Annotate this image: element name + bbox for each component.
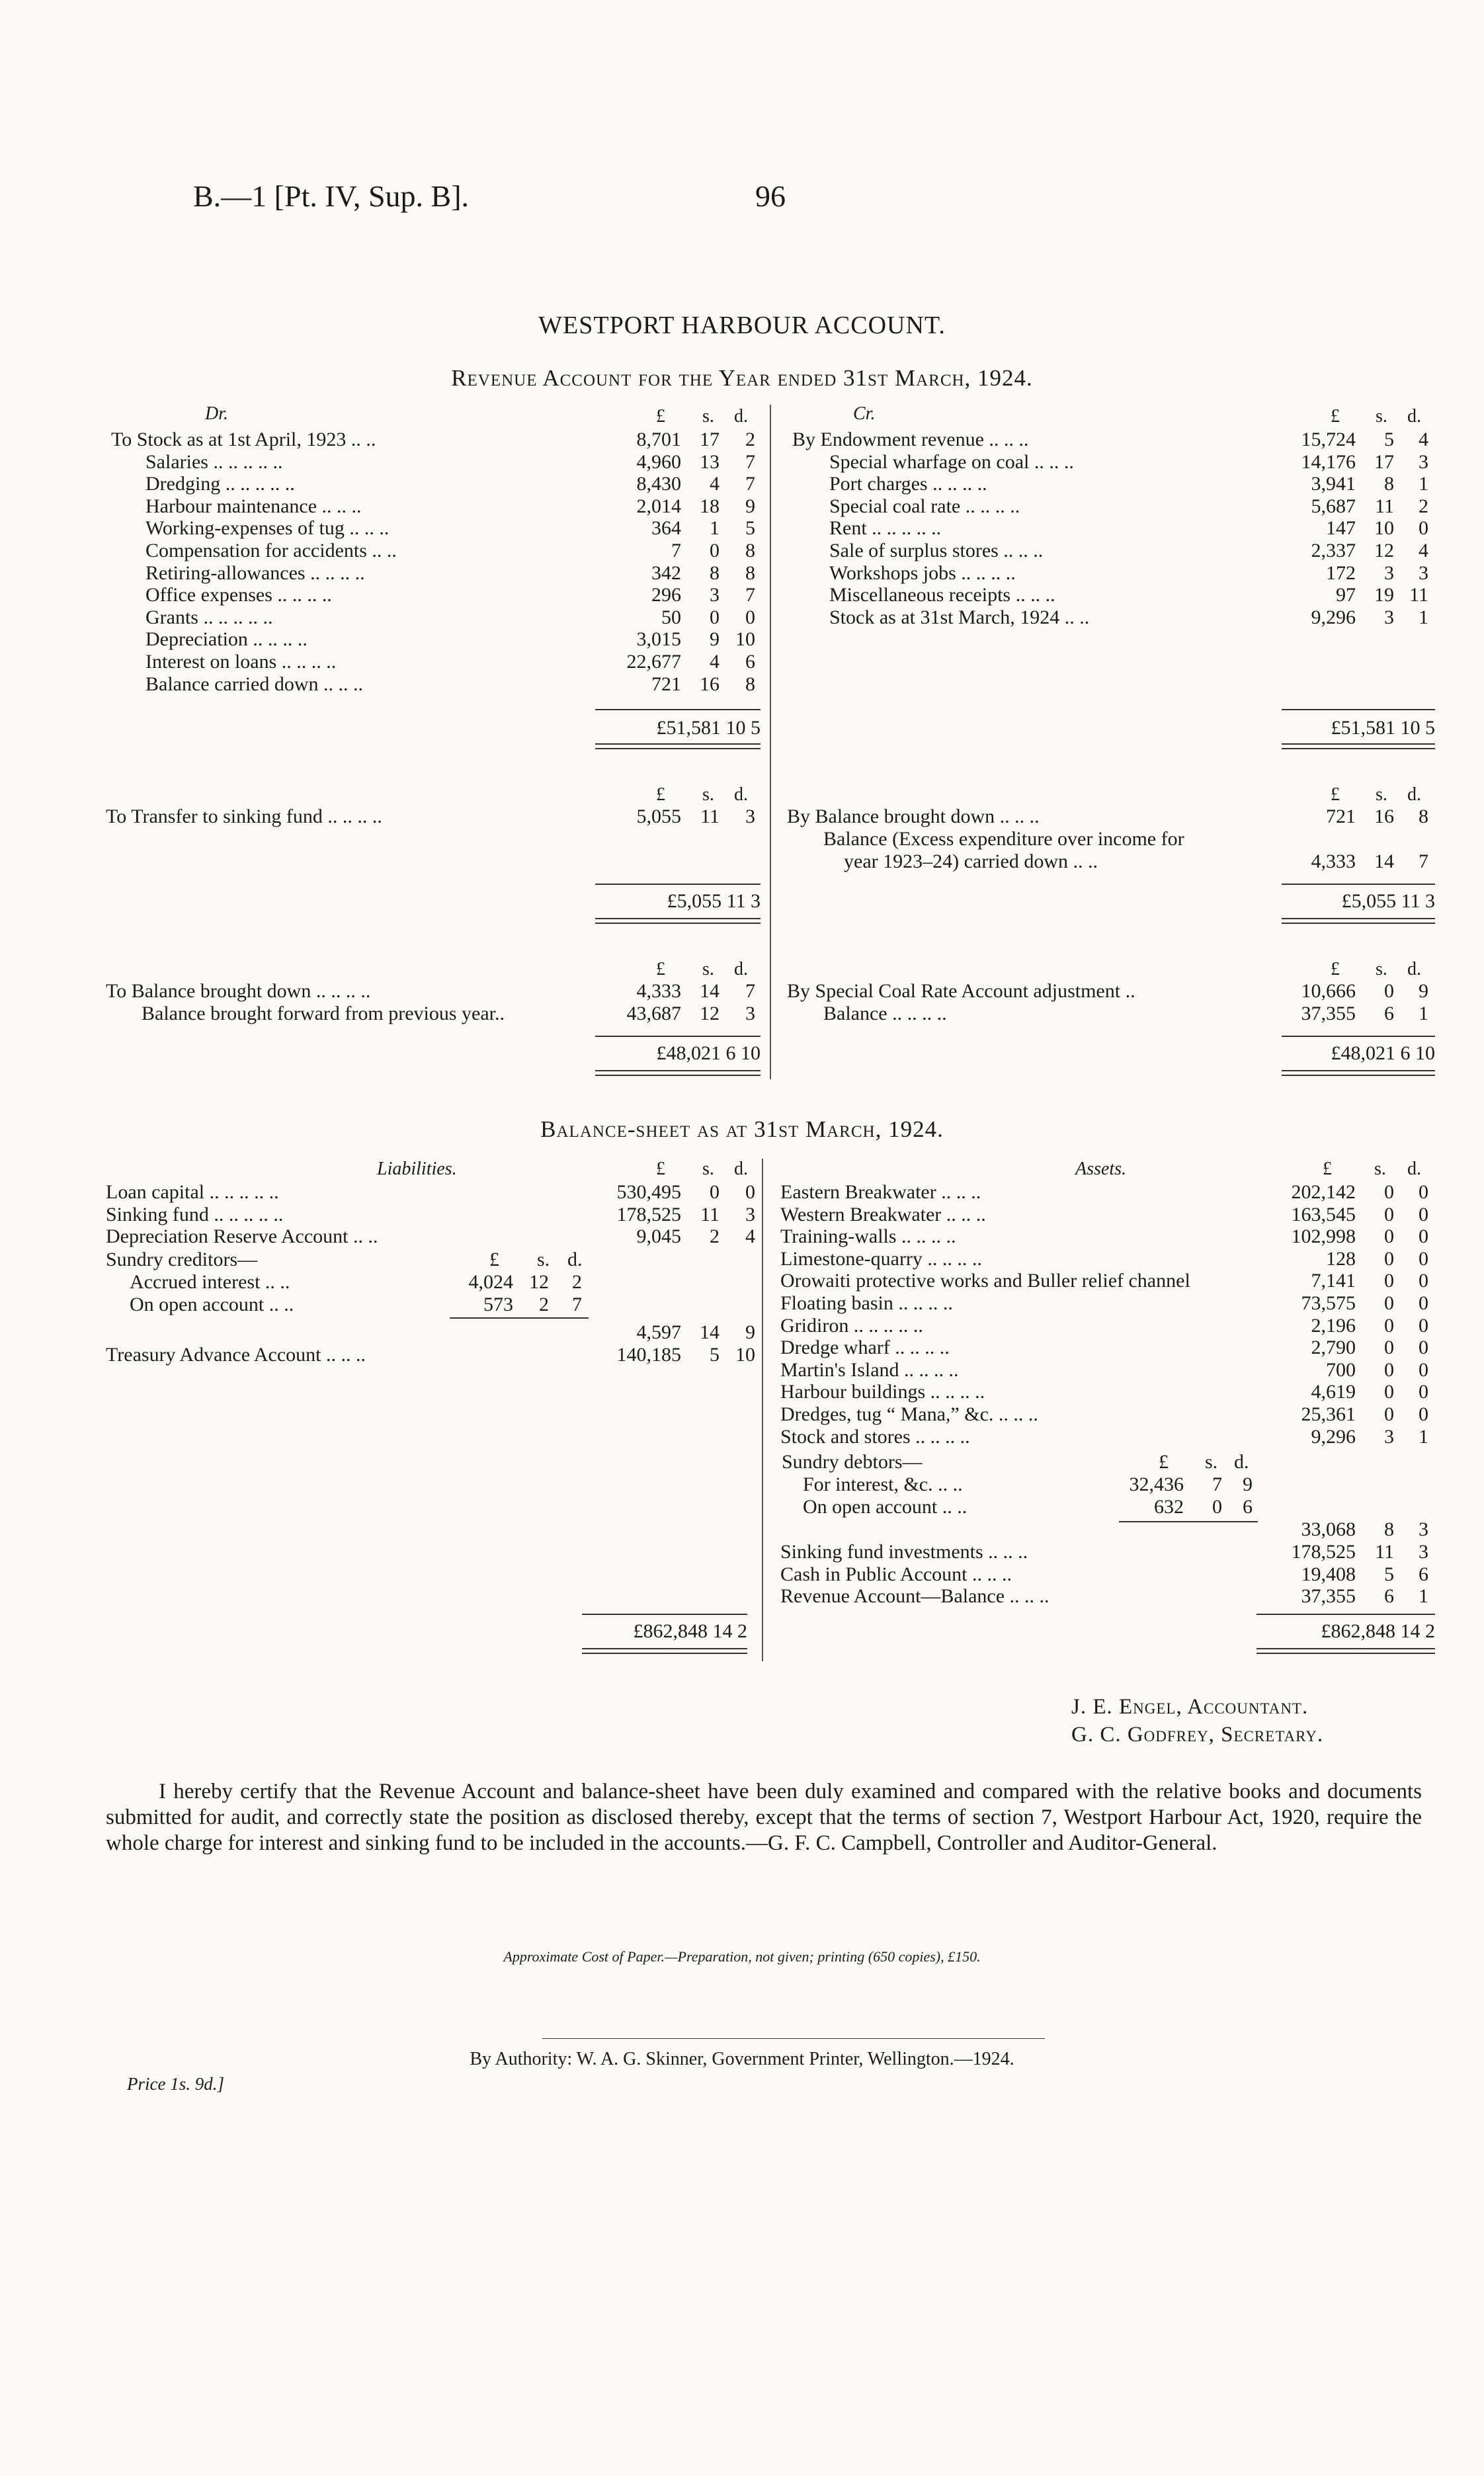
cr-total-1: £51,581 10 5 <box>1331 717 1435 739</box>
sundry-creditors-row: Sundry creditors— £ s. d. <box>106 1249 583 1270</box>
asset-item: Martin's Island .. .. .. .. 700 0 0 <box>780 1358 1428 1381</box>
page-number: 96 <box>755 179 786 213</box>
cr-rule-1 <box>1282 709 1435 710</box>
dr-currency-head: £ s. d. £ s. d. <box>656 406 1421 427</box>
cr-item: Workshops jobs .. .. .. .. 172 3 3 <box>829 561 1428 584</box>
balance-sheet-title: Balance-sheet as at 31st March, 1924. <box>540 1116 944 1142</box>
dr-double-rule-1 <box>595 743 761 749</box>
cr-double-rule-1 <box>1282 743 1435 749</box>
footer-rule <box>542 2038 1045 2039</box>
dr-item: Retiring-allowances .. .. .. .. 342 8 8 <box>145 561 755 584</box>
liab-total-rule <box>582 1614 747 1615</box>
cr-item: Port charges .. .. .. .. 3,941 8 1 <box>829 473 1428 495</box>
block2-cr-rule <box>1282 884 1435 885</box>
revenue-account-title: Revenue Account for the Year ended 31st March, 1924. <box>451 365 1033 391</box>
block2-dr-double <box>595 918 761 924</box>
audit-certificate: I hereby certify that the Revenue Account and balance-sheet have been duly examined and compared with the relative books and documents submitted for audit, and correctly state the position as disclosed thereby, except that the terms of section 7, Westport Harbour Act, 1920, require the whole charge for interest and sinking fund to be included in the accounts.—G. F. C. Campbell, Controller and Auditor-General. <box>106 1780 1422 1855</box>
block2-cr-row-2: Balance (Excess expenditure over income for <box>823 828 1184 850</box>
dr-item: Office expenses .. .. .. .. 296 3 7 <box>145 584 755 606</box>
creditor-item: On open account .. .. 573 2 7 <box>130 1293 582 1315</box>
block3-dr-double <box>595 1070 761 1076</box>
dr-item: To Stock as at 1st April, 1923 .. .. 8,701 17 2 <box>111 429 755 450</box>
dr-item: Salaries .. .. .. .. .. 4,960 13 7 <box>145 450 755 473</box>
cr-item: Special wharfage on coal .. .. .. 14,176 17 3 <box>829 450 1428 473</box>
block2-cr-total: £5,055 11 3 <box>1341 890 1435 912</box>
asset-total-rule <box>1257 1614 1435 1615</box>
block3-dr-total: £48,021 6 10 <box>656 1042 761 1064</box>
dr-item: Depreciation .. .. .. .. 3,015 9 10 <box>145 628 755 651</box>
liability-item: Loan capital .. .. .. .. .. 530,495 0 0 <box>106 1181 755 1203</box>
block3-cr-row-1: By Special Coal Rate Account adjustment .. 10,666 0 9 <box>787 980 1428 1002</box>
liabilities-label: Liabilities. <box>377 1159 457 1179</box>
dr-item: Grants .. .. .. .. .. 50 0 0 <box>145 606 755 628</box>
asset-item: Orowaiti protective works and Buller relief channel 7,141 0 0 <box>780 1270 1428 1292</box>
cr-item: Special coal rate .. .. .. .. 5,687 11 2 <box>829 495 1428 517</box>
price: Price 1s. 9d.] <box>127 2074 224 2094</box>
treasury-row: Treasury Advance Account .. .. .. 140,185 5 10 <box>106 1344 755 1366</box>
asset-item: Training-walls .. .. .. .. 102,998 0 0 <box>780 1225 1428 1248</box>
cost-note: Approximate Cost of Paper.—Preparation, not given; printing (650 copies), £150. <box>503 1948 981 1965</box>
block2-cr-row-3: year 1923–24) carried down .. .. 4,333 14 7 <box>844 850 1428 872</box>
dr-item: Compensation for accidents .. .. 7 0 8 <box>145 540 755 561</box>
dr-item: Working-expenses of tug .. .. .. 364 1 5 <box>145 517 755 540</box>
asset-item: Revenue Account—Balance .. .. .. 37,355 6 1 <box>780 1585 1428 1608</box>
asset-item: Limestone-quarry .. .. .. .. 128 0 0 <box>780 1247 1428 1270</box>
debtor-item: On open account .. .. 632 0 6 <box>803 1495 1253 1518</box>
creditors-rule <box>450 1317 589 1319</box>
debtor-item: For interest, &c. .. .. 32,436 7 9 <box>803 1473 1253 1495</box>
asset-item: Floating basin .. .. .. .. 73,575 0 0 <box>780 1292 1428 1314</box>
block3-cr-rule <box>1282 1036 1435 1037</box>
cr-item: Miscellaneous receipts .. .. .. 97 19 11 <box>829 584 1428 606</box>
liability-item: Sinking fund .. .. .. .. .. 178,525 11 3 <box>106 1203 755 1225</box>
asset-total-double <box>1257 1648 1435 1654</box>
block3-cr-double <box>1282 1070 1435 1076</box>
document-reference: B.—1 [Pt. IV, Sup. B]. <box>193 179 470 213</box>
dr-item: Dredging .. .. .. .. .. 8,430 4 7 <box>145 473 755 495</box>
signature-accountant: J. E. Engel, Accountant. <box>1071 1695 1309 1719</box>
block2-cr-double <box>1282 918 1435 924</box>
balance-divider <box>762 1159 763 1661</box>
balance-currency-head: £ s. d. £ s. d. <box>656 1159 1421 1179</box>
block2-dr-rule <box>595 884 761 885</box>
debtors-subtotal: 33,068 8 3 <box>1301 1518 1428 1540</box>
dr-item: Harbour maintenance .. .. .. 2,014 18 9 <box>145 495 755 517</box>
asset-item: Dredges, tug “ Mana,” &c. .. .. .. 25,361 0 0 <box>780 1403 1428 1425</box>
block3-cr-row-2: Balance .. .. .. .. 37,355 6 1 <box>823 1003 1428 1024</box>
sundry-debtors-row: Sundry debtors— £ s. d. <box>782 1451 1249 1473</box>
asset-item: Cash in Public Account .. .. .. 19,408 5 6 <box>780 1563 1428 1585</box>
block3-dr-row-2: Balance brought forward from previous year.. 43,687 12 3 <box>142 1003 755 1024</box>
signature-secretary: G. C. Godfrey, Secretary. <box>1071 1723 1324 1747</box>
block3-dr-row-1: To Balance brought down .. .. .. .. 4,333 14 7 <box>106 980 755 1002</box>
assets-total: £862,848 14 2 <box>1321 1620 1435 1642</box>
block3-currency-head: £ s. d. £ s. d. <box>656 959 1421 979</box>
block2-dr-row: To Transfer to sinking fund .. .. .. .. 5,055 11 3 <box>106 805 755 827</box>
asset-item: Dredge wharf .. .. .. .. 2,790 0 0 <box>780 1337 1428 1359</box>
asset-item: Eastern Breakwater .. .. .. 202,142 0 0 <box>780 1181 1428 1203</box>
cr-item: By Endowment revenue .. .. .. 15,724 5 4 <box>792 429 1428 450</box>
assets-label: Assets. <box>1075 1159 1126 1179</box>
asset-item: Sinking fund investments .. .. .. 178,525 11 3 <box>780 1541 1428 1563</box>
dr-label: Dr. <box>205 403 229 424</box>
block3-dr-rule <box>595 1036 761 1037</box>
liab-total-double <box>582 1648 747 1654</box>
cr-item: Stock as at 31st March, 1924 .. .. 9,296 3 1 <box>829 606 1428 628</box>
liabilities-total: £862,848 14 2 <box>633 1620 747 1642</box>
cr-item: Rent .. .. .. .. .. 147 10 0 <box>829 517 1428 540</box>
liability-item: Depreciation Reserve Account .. .. 9,045 2 4 <box>106 1225 755 1248</box>
dr-item: Balance carried down .. .. .. 721 16 8 <box>145 673 755 695</box>
asset-item: Western Breakwater .. .. .. 163,545 0 0 <box>780 1203 1428 1225</box>
creditor-item: Accrued interest .. .. 4,024 12 2 <box>130 1271 582 1293</box>
signatures <box>1071 1693 1323 1749</box>
block3-cr-total: £48,021 6 10 <box>1331 1042 1435 1064</box>
dr-rule-1 <box>595 709 761 710</box>
dr-total-1: £51,581 10 5 <box>656 717 761 739</box>
creditors-subtotal: 4,597 14 9 <box>636 1321 755 1343</box>
block2-cr-row-1: By Balance brought down .. .. .. 721 16 8 <box>787 805 1428 827</box>
authority-line: By Authority: W. A. G. Skinner, Government Printer, Wellington.—1924. <box>470 2049 1014 2069</box>
document-title: WESTPORT HARBOUR ACCOUNT. <box>538 311 946 339</box>
block2-currency-head: £ s. d. £ s. d. <box>656 784 1421 805</box>
asset-item: Gridiron .. .. .. .. .. 2,196 0 0 <box>780 1314 1428 1337</box>
dr-item: Interest on loans .. .. .. .. 22,677 4 6 <box>145 651 755 673</box>
block2-dr-total: £5,055 11 3 <box>667 890 761 912</box>
cr-item: Sale of surplus stores .. .. .. 2,337 12 4 <box>829 540 1428 561</box>
asset-item: Harbour buildings .. .. .. .. 4,619 0 0 <box>780 1381 1428 1403</box>
cr-label: Cr. <box>853 403 876 424</box>
asset-item: Stock and stores .. .. .. .. 9,296 3 1 <box>780 1425 1428 1448</box>
